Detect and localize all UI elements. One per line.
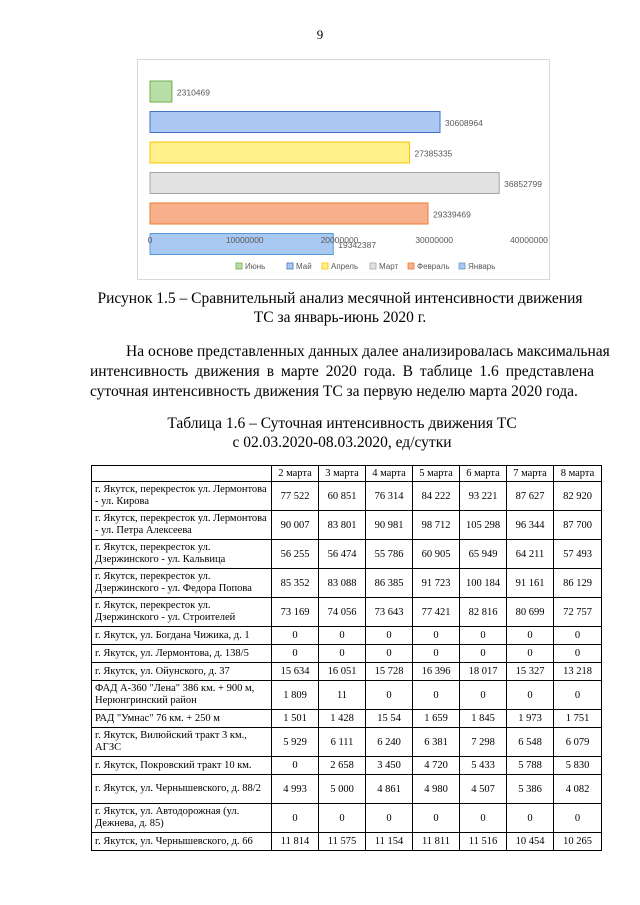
value-cell: 13 218 <box>554 663 602 681</box>
value-cell: 1 501 <box>272 710 319 728</box>
value-cell: 4 082 <box>554 775 602 804</box>
value-cell: 0 <box>413 681 460 710</box>
value-cell: 91 161 <box>507 569 554 598</box>
value-cell: 15 54 <box>366 710 413 728</box>
value-cell: 16 396 <box>413 663 460 681</box>
value-cell: 15 327 <box>507 663 554 681</box>
value-cell: 0 <box>413 627 460 645</box>
header-date: 5 марта <box>413 466 460 482</box>
value-cell: 77 522 <box>272 482 319 511</box>
table-row <box>92 511 602 540</box>
value-cell: 2 658 <box>319 757 366 775</box>
value-cell: 0 <box>507 645 554 663</box>
value-cell: 0 <box>460 804 507 833</box>
data-label: 30608964 <box>445 118 483 128</box>
value-cell: 0 <box>507 627 554 645</box>
value-cell: 84 222 <box>413 482 460 511</box>
value-cell: 18 017 <box>460 663 507 681</box>
location-cell: г. Якутск, перекресток ул. Дзержинского - ул. Федора Попова <box>92 569 272 598</box>
value-cell: 1 973 <box>507 710 554 728</box>
legend-swatch <box>459 263 465 269</box>
value-cell: 1 751 <box>554 710 602 728</box>
value-cell: 57 493 <box>554 540 602 569</box>
bar-4 <box>150 203 428 224</box>
figure-caption-line-1: Рисунок 1.5 – Сравнительный анализ месячной интенсивности движения <box>97 290 583 307</box>
x-tick-label: 20000000 <box>320 235 359 245</box>
value-cell: 11 575 <box>319 833 366 851</box>
bar-1 <box>150 112 440 133</box>
legend-swatch <box>322 263 328 269</box>
value-cell: 0 <box>366 681 413 710</box>
value-cell: 5 929 <box>272 728 319 757</box>
value-cell: 11 811 <box>413 833 460 851</box>
value-cell: 4 861 <box>366 775 413 804</box>
header-date: 7 марта <box>507 466 554 482</box>
bar-chart-canvas <box>138 60 549 279</box>
figure-caption-line-2: ТС за январь-июнь 2020 г. <box>253 309 427 326</box>
value-cell: 1 659 <box>413 710 460 728</box>
value-cell: 1 809 <box>272 681 319 710</box>
data-label: 19342387 <box>338 240 377 250</box>
table-row <box>92 804 602 833</box>
value-cell: 93 221 <box>460 482 507 511</box>
value-cell: 65 949 <box>460 540 507 569</box>
value-cell: 82 920 <box>554 482 602 511</box>
value-cell: 91 723 <box>413 569 460 598</box>
value-cell: 4 980 <box>413 775 460 804</box>
value-cell: 55 786 <box>366 540 413 569</box>
value-cell: 6 381 <box>413 728 460 757</box>
data-label: 27385335 <box>414 148 453 159</box>
value-cell: 6 111 <box>319 728 366 757</box>
table-row <box>92 775 602 804</box>
value-cell: 83 088 <box>319 569 366 598</box>
value-cell: 4 720 <box>413 757 460 775</box>
legend-swatch <box>236 263 242 269</box>
value-cell: 72 757 <box>554 598 602 627</box>
value-cell: 0 <box>460 627 507 645</box>
location-cell: г. Якутск, Покровский тракт 10 км. <box>92 757 272 775</box>
legend-entry: Июнь <box>245 262 266 271</box>
table-row <box>92 728 602 757</box>
legend-entry: Апрель <box>331 262 359 271</box>
value-cell: 5 788 <box>507 757 554 775</box>
value-cell: 5 000 <box>319 775 366 804</box>
data-label: 2310469 <box>176 87 210 98</box>
value-cell: 76 314 <box>366 482 413 511</box>
location-cell: г. Якутск, Вилюйский тракт 3 км., АГЗС <box>92 728 272 757</box>
legend-entry: Январь <box>468 262 496 271</box>
value-cell: 87 627 <box>507 482 554 511</box>
value-cell: 100 184 <box>460 569 507 598</box>
x-tick-label: 30000000 <box>415 235 454 245</box>
legend-entry: Март <box>379 262 399 271</box>
value-cell: 4 993 <box>272 775 319 804</box>
legend-entry: Февраль <box>417 262 450 271</box>
value-cell: 0 <box>366 627 413 645</box>
value-cell: 0 <box>554 627 602 645</box>
location-cell: ФАД А-360 "Лена" 386 км. + 900 м, Нерюнгринский район <box>92 681 272 710</box>
value-cell: 0 <box>413 645 460 663</box>
value-cell: 10 454 <box>507 833 554 851</box>
value-cell: 60 905 <box>413 540 460 569</box>
x-tick-label: 0 <box>147 235 153 245</box>
value-cell: 0 <box>272 627 319 645</box>
value-cell: 98 712 <box>413 511 460 540</box>
table-row <box>92 663 602 681</box>
value-cell: 82 816 <box>460 598 507 627</box>
legend-entry: Май <box>296 262 312 271</box>
location-cell: г. Якутск, перекресток ул. Лермонтова - ул. Кирова <box>92 482 272 511</box>
value-cell: 85 352 <box>272 569 319 598</box>
value-cell: 4 507 <box>460 775 507 804</box>
value-cell: 11 154 <box>366 833 413 851</box>
value-cell: 5 433 <box>460 757 507 775</box>
value-cell: 80 699 <box>507 598 554 627</box>
header-date: 4 марта <box>366 466 413 482</box>
value-cell: 105 298 <box>460 511 507 540</box>
table-header-row <box>92 466 602 482</box>
value-cell: 10 265 <box>554 833 602 851</box>
bar-3 <box>150 173 499 194</box>
paragraph-line-1: На основе представленных данных далее анализировалась максимальная <box>126 343 610 360</box>
value-cell: 0 <box>554 681 602 710</box>
value-cell: 6 548 <box>507 728 554 757</box>
value-cell: 64 211 <box>507 540 554 569</box>
data-label: 36852799 <box>504 179 543 189</box>
value-cell: 0 <box>272 757 319 775</box>
bar-2 <box>150 142 409 163</box>
body-paragraph <box>90 342 610 402</box>
legend-swatch <box>408 263 414 269</box>
location-cell: г. Якутск, ул. Лермонтова, д. 138/5 <box>92 645 272 663</box>
value-cell: 6 240 <box>366 728 413 757</box>
value-cell: 15 728 <box>366 663 413 681</box>
location-cell: РАД "Умнас" 76 км. + 250 м <box>92 710 272 728</box>
value-cell: 87 700 <box>554 511 602 540</box>
value-cell: 73 643 <box>366 598 413 627</box>
location-cell: г. Якутск, ул. Ойунского, д. 37 <box>92 663 272 681</box>
header-date: 6 марта <box>460 466 507 482</box>
table-row <box>92 627 602 645</box>
x-tick-label: 10000000 <box>225 235 264 245</box>
value-cell: 0 <box>319 645 366 663</box>
value-cell: 83 801 <box>319 511 366 540</box>
bar-0 <box>150 81 172 102</box>
value-cell: 0 <box>272 645 319 663</box>
value-cell: 0 <box>507 681 554 710</box>
value-cell: 5 830 <box>554 757 602 775</box>
header-date: 2 марта <box>272 466 319 482</box>
value-cell: 60 851 <box>319 482 366 511</box>
location-cell: г. Якутск, перекресток ул. Дзержинского - ул. Кальвица <box>92 540 272 569</box>
value-cell: 0 <box>460 681 507 710</box>
value-cell: 0 <box>272 804 319 833</box>
value-cell: 74 056 <box>319 598 366 627</box>
value-cell: 15 634 <box>272 663 319 681</box>
value-cell: 0 <box>366 804 413 833</box>
table-row <box>92 710 602 728</box>
value-cell: 6 079 <box>554 728 602 757</box>
value-cell: 11 516 <box>460 833 507 851</box>
table-title-line-1: Таблица 1.6 – Суточная интенсивность движения ТС <box>167 415 517 432</box>
location-cell: г. Якутск, ул. Чернышевского, д. 66 <box>92 833 272 851</box>
paragraph-line-3: суточная интенсивность движения ТС за первую неделю марта 2020 года. <box>90 383 578 400</box>
value-cell: 0 <box>319 627 366 645</box>
value-cell: 0 <box>507 804 554 833</box>
value-cell: 73 169 <box>272 598 319 627</box>
table-title <box>90 414 594 452</box>
value-cell: 11 <box>319 681 366 710</box>
value-cell: 56 474 <box>319 540 366 569</box>
legend-swatch <box>287 263 293 269</box>
value-cell: 86 385 <box>366 569 413 598</box>
paragraph-line-2: интенсивность движения в марте 2020 года. В таблице 1.6 представлена <box>90 363 594 380</box>
table-row <box>92 598 602 627</box>
legend-swatch <box>370 263 376 269</box>
value-cell: 56 255 <box>272 540 319 569</box>
data-label: 29339469 <box>432 209 471 220</box>
value-cell: 77 421 <box>413 598 460 627</box>
traffic-table <box>91 465 602 851</box>
table-row <box>92 757 602 775</box>
value-cell: 90 981 <box>366 511 413 540</box>
header-date: 3 марта <box>319 466 366 482</box>
value-cell: 86 129 <box>554 569 602 598</box>
location-cell: г. Якутск, ул. Чернышевского, д. 88/2 <box>92 775 272 804</box>
value-cell: 0 <box>554 645 602 663</box>
value-cell: 0 <box>460 645 507 663</box>
value-cell: 0 <box>366 645 413 663</box>
header-location <box>92 466 272 482</box>
value-cell: 96 344 <box>507 511 554 540</box>
location-cell: г. Якутск, ул. Автодорожная (ул. Дежнева, д. 85) <box>92 804 272 833</box>
header-date: 8 марта <box>554 466 602 482</box>
value-cell: 7 298 <box>460 728 507 757</box>
value-cell: 1 845 <box>460 710 507 728</box>
value-cell: 5 386 <box>507 775 554 804</box>
location-cell: г. Якутск, перекресток ул. Дзержинского - ул. Строителей <box>92 598 272 627</box>
value-cell: 0 <box>554 804 602 833</box>
location-cell: г. Якутск, перекресток ул. Лермонтова - ул. Петра Алексеева <box>92 511 272 540</box>
page-number: 9 <box>316 27 324 42</box>
value-cell: 3 450 <box>366 757 413 775</box>
figure-caption <box>90 289 590 327</box>
value-cell: 1 428 <box>319 710 366 728</box>
table-row <box>92 482 602 511</box>
table-row <box>92 645 602 663</box>
table-row <box>92 540 602 569</box>
value-cell: 11 814 <box>272 833 319 851</box>
x-tick-label: 40000000 <box>510 235 548 245</box>
table-row <box>92 569 602 598</box>
value-cell: 0 <box>319 804 366 833</box>
table-row <box>92 681 602 710</box>
value-cell: 16 051 <box>319 663 366 681</box>
bar-chart <box>137 59 550 280</box>
value-cell: 90 007 <box>272 511 319 540</box>
location-cell: г. Якутск, ул. Богдана Чижика, д. 1 <box>92 627 272 645</box>
table-title-line-2: с 02.03.2020-08.03.2020, ед/сутки <box>232 434 452 451</box>
value-cell: 0 <box>413 804 460 833</box>
table-row <box>92 833 602 851</box>
